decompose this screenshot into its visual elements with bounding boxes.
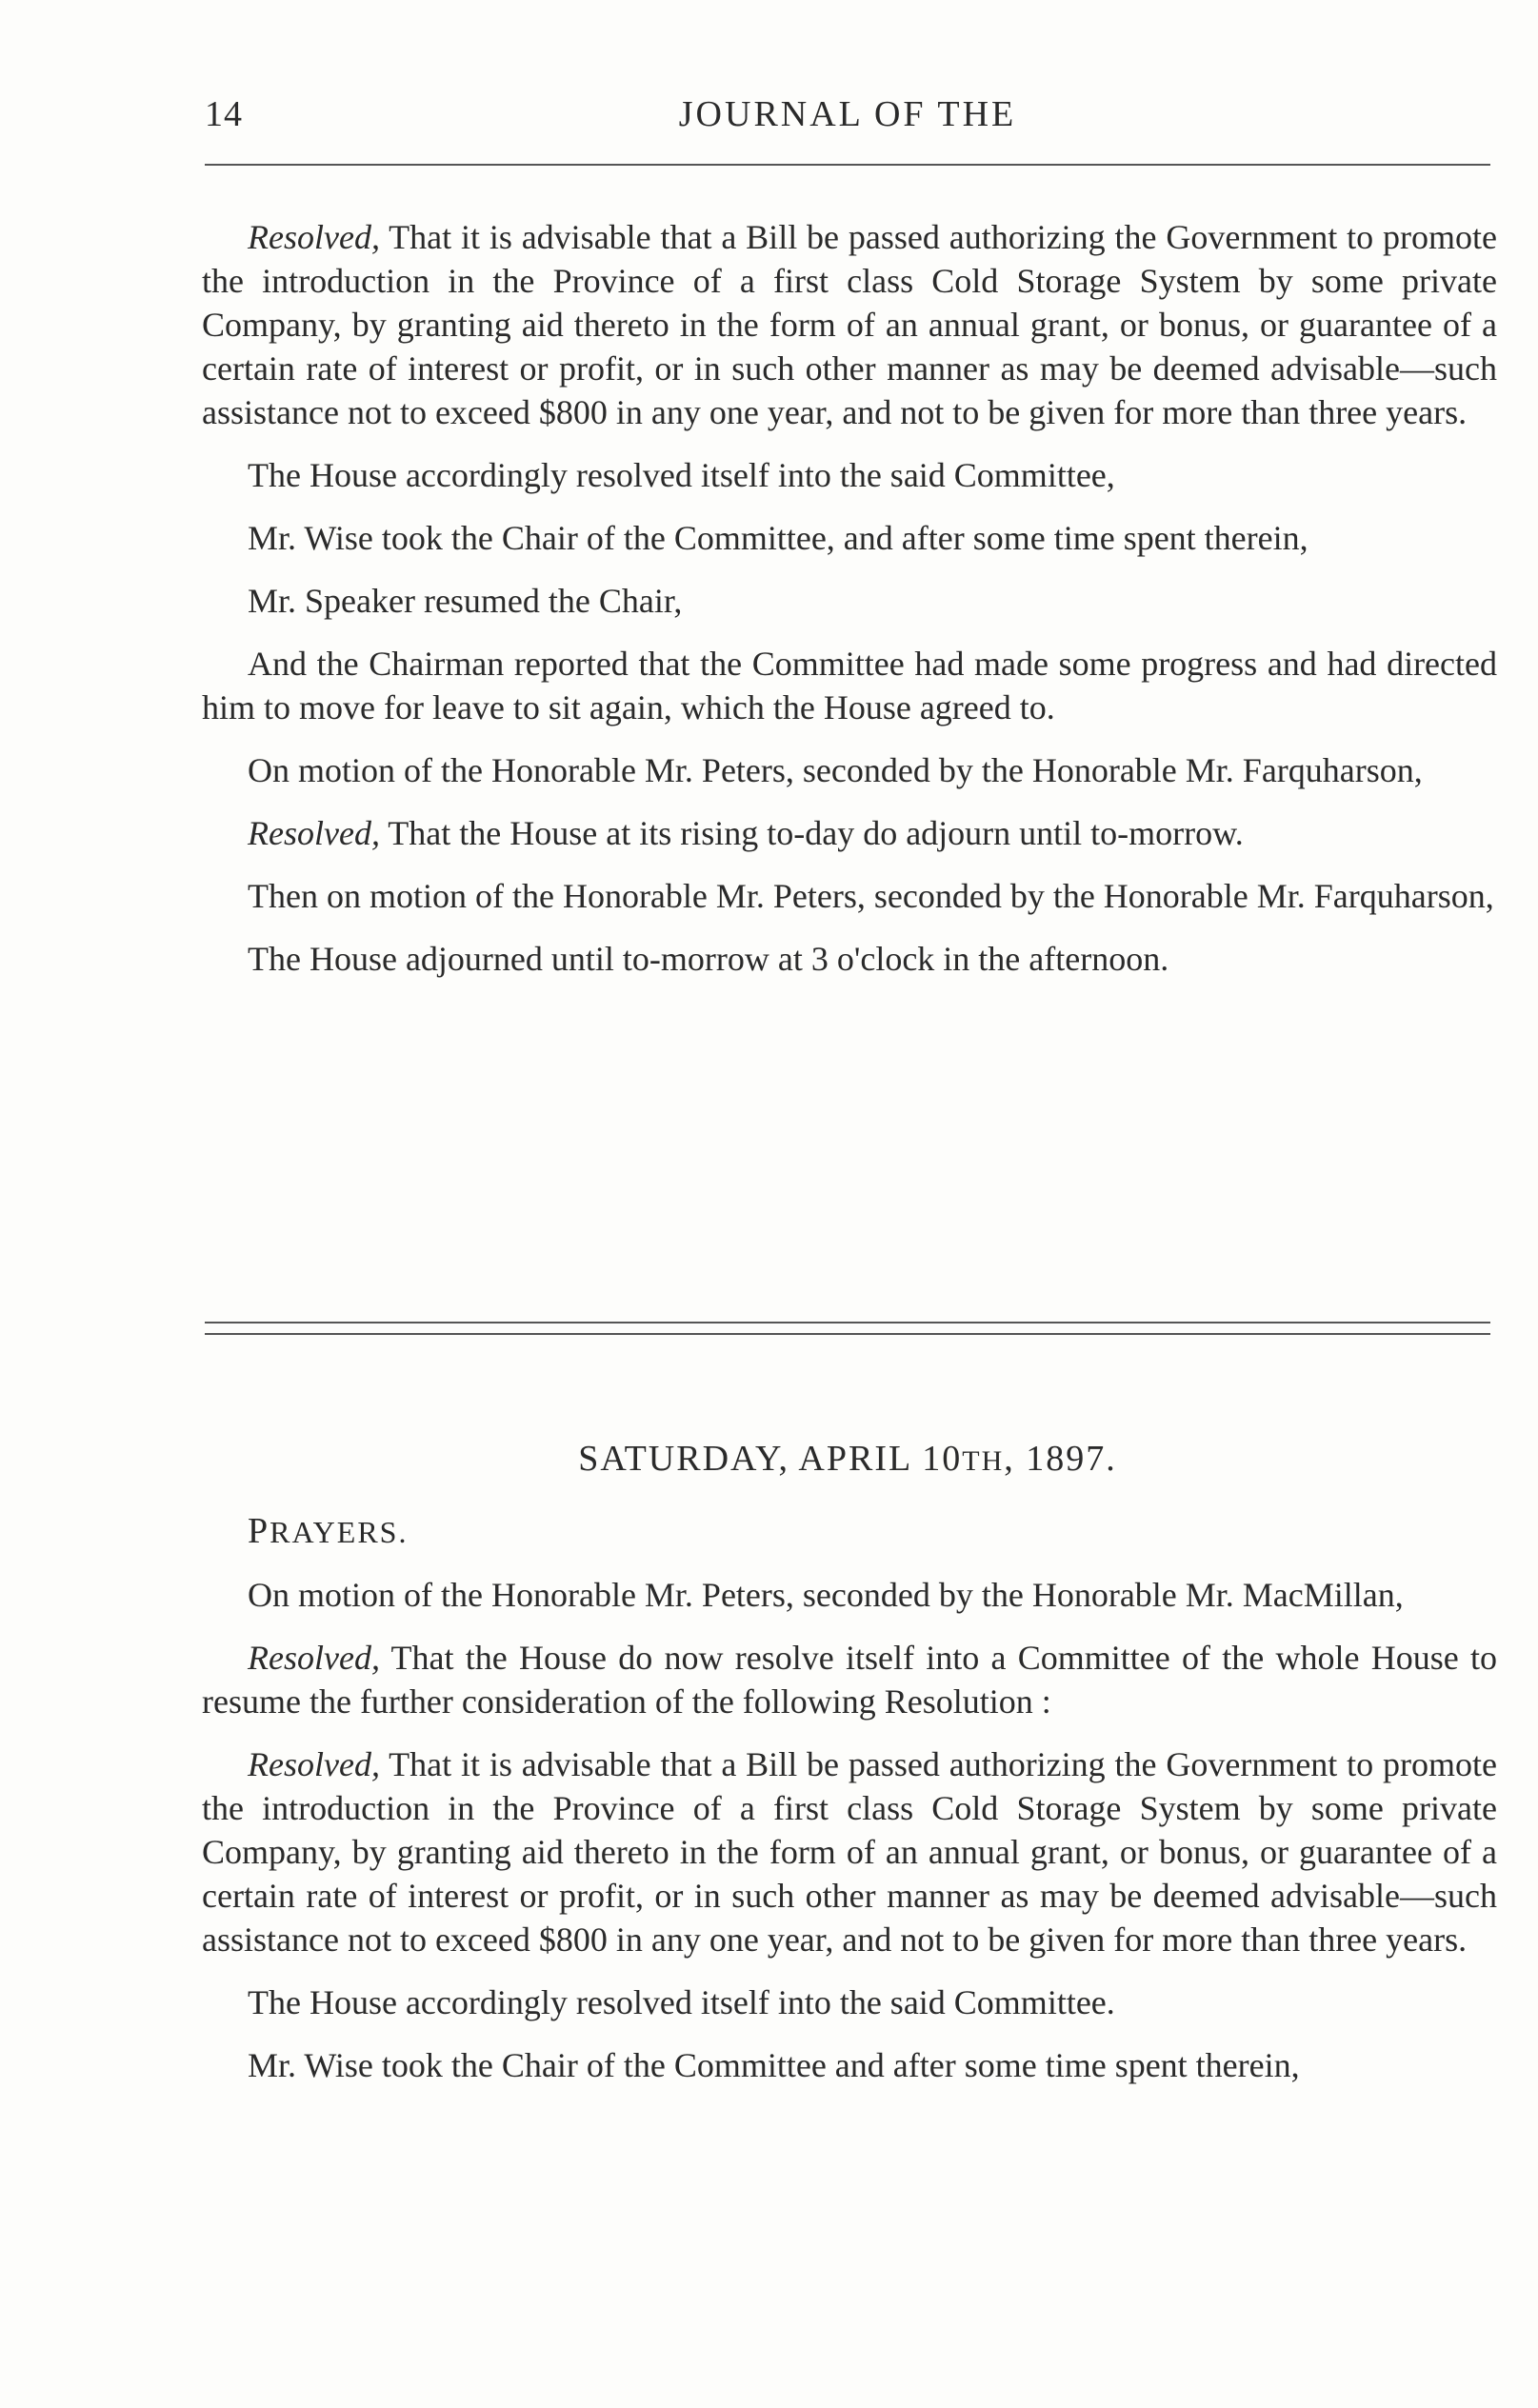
prayers-heading <box>248 1510 408 1552</box>
date-heading-year: , 1897. <box>1004 1439 1117 1479</box>
paragraph <box>202 1636 1497 1723</box>
date-heading-prefix: SATURDAY, APRIL 10 <box>578 1439 963 1479</box>
prayers-initial: P <box>248 1511 270 1551</box>
paragraph-text: Mr. Speaker resumed the Chair, <box>248 582 683 620</box>
paragraph <box>202 215 1497 434</box>
paragraph <box>202 2043 1497 2087</box>
paragraph-text: The House accordingly resolved itself into the said Committee, <box>248 456 1115 494</box>
running-title: JOURNAL OF THE <box>678 94 1017 134</box>
paragraph-text: Then on motion of the Honorable Mr. Peters, seconded by the Honorable Mr. Farquharson, <box>248 877 1494 915</box>
paragraph-text: Mr. Wise took the Chair of the Committee, and after some time spent therein, <box>248 519 1308 557</box>
prayers-rest: RAYERS. <box>270 1515 409 1549</box>
paragraph-text: On motion of the Honorable Mr. Peters, seconded by the Honorable Mr. Farquharson, <box>248 751 1423 789</box>
paragraph <box>202 874 1497 918</box>
page-number: 14 <box>205 94 243 134</box>
paragraph <box>202 453 1497 497</box>
date-heading-suffix: TH <box>962 1445 1005 1477</box>
paragraph <box>202 579 1497 623</box>
paragraph <box>202 516 1497 560</box>
paragraph <box>202 1573 1497 1617</box>
section-divider <box>205 1322 1490 1335</box>
paragraph <box>202 1742 1497 1961</box>
proceedings-section-2 <box>202 1573 1497 2106</box>
paragraph-lead: Resolved, <box>248 218 380 256</box>
paragraph-text: The House adjourned until to-morrow at 3 o'clock in the afternoon. <box>248 940 1169 978</box>
paragraph-lead: Resolved, <box>248 1639 380 1677</box>
paragraph-text: And the Chairman reported that the Committee had made some progress and had directed him to move for leave to sit again, which the House agreed to. <box>202 645 1497 726</box>
paragraph-text: Mr. Wise took the Chair of the Committee and after some time spent therein, <box>248 2046 1300 2084</box>
paragraph-lead: Resolved, <box>248 1745 380 1783</box>
paragraph-lead: Resolved, <box>248 814 380 852</box>
paragraph <box>202 748 1497 792</box>
paragraph-text: That it is advisable that a Bill be passed authorizing the Government to promote the introduction in the Province of a first class Cold Storage System by some private Company, by granting aid thereto in the form of an annual grant, or bonus, or guarantee of a certain rate of interest or profit, or in such other manner as may be deemed advisable—such assistance not to exceed $800 in any one year, and not to be given for more than three years. <box>202 1745 1497 1959</box>
header-rule <box>205 164 1490 166</box>
paragraph <box>202 937 1497 981</box>
paragraph-text: That the House at its rising to-day do adjourn until to-morrow. <box>379 814 1244 852</box>
paragraph <box>202 1980 1497 2024</box>
paragraph <box>202 642 1497 729</box>
page-header <box>205 93 1490 141</box>
paragraph <box>202 811 1497 855</box>
proceedings-section-1 <box>202 215 1497 1000</box>
paragraph-text: That it is advisable that a Bill be passed authorizing the Government to promote the introduction in the Province of a first class Cold Storage System by some private Company, by granting aid thereto in the form of an annual grant, or bonus, or guarantee of a certain rate of interest or profit, or in such other manner as may be deemed advisable—such assistance not to exceed $800 in any one year, and not to be given for more than three years. <box>202 218 1497 431</box>
paragraph-text: The House accordingly resolved itself into the said Committee. <box>248 1983 1115 2021</box>
date-heading <box>205 1438 1490 1480</box>
paragraph-text: That the House do now resolve itself into a Committee of the whole House to resume the further consideration of the following Resolution : <box>202 1639 1497 1721</box>
paragraph-text: On motion of the Honorable Mr. Peters, seconded by the Honorable Mr. MacMillan, <box>248 1576 1404 1614</box>
